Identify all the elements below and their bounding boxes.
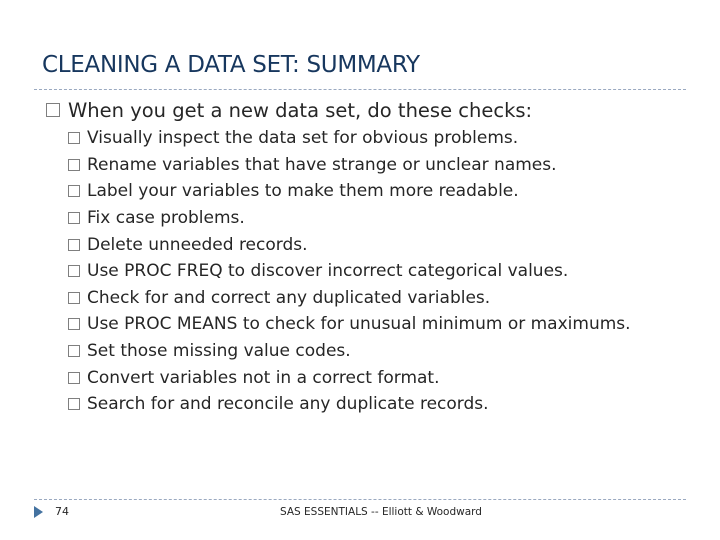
list-item [68, 364, 631, 391]
intro-text: When you get a new data set, do these checks: [68, 98, 533, 122]
square-bullet-icon [68, 212, 80, 224]
square-bullet-icon [68, 239, 80, 251]
square-bullet-icon [68, 345, 80, 357]
list-item [68, 285, 631, 312]
list-item [68, 205, 631, 232]
list-item [68, 391, 631, 418]
check-text: Visually inspect the data set for obvious problems. [87, 128, 519, 149]
check-text: Set those missing value codes. [87, 341, 351, 362]
list-item [68, 311, 631, 338]
square-bullet-icon [68, 372, 80, 384]
triangle-marker-icon [34, 506, 43, 518]
square-bullet-icon [46, 103, 60, 117]
title-divider [34, 89, 686, 90]
check-text: Rename variables that have strange or unclear names. [87, 154, 557, 175]
check-text: Fix case problems. [87, 208, 245, 229]
list-item [68, 338, 631, 365]
square-bullet-icon [68, 132, 80, 144]
check-text: Use PROC FREQ to discover incorrect categorical values. [87, 261, 569, 282]
slide-title: CLEANING A DATA SET: SUMMARY [42, 52, 420, 78]
footer-divider [34, 499, 686, 500]
checks-container [46, 125, 631, 418]
square-bullet-icon [68, 265, 80, 277]
square-bullet-icon [68, 185, 80, 197]
list-item [68, 258, 631, 285]
square-bullet-icon [68, 292, 80, 304]
list-item [68, 178, 631, 205]
list-item [68, 125, 631, 152]
check-text: Label your variables to make them more readable. [87, 181, 519, 202]
check-text: Search for and reconcile any duplicate records. [87, 394, 489, 415]
square-bullet-icon [68, 318, 80, 330]
page-number: 74 [55, 505, 69, 518]
check-text: Use PROC MEANS to check for unusual minimum or maximums. [87, 314, 631, 335]
footer-text: SAS ESSENTIALS -- Elliott & Woodward [280, 506, 482, 518]
bullet-list [46, 95, 631, 418]
square-bullet-icon [68, 159, 80, 171]
check-text: Convert variables not in a correct format. [87, 367, 440, 388]
intro-bullet [46, 95, 631, 125]
square-bullet-icon [68, 398, 80, 410]
checks-list [46, 125, 631, 418]
list-item [68, 152, 631, 179]
check-text: Delete unneeded records. [87, 234, 308, 255]
check-text: Check for and correct any duplicated variables. [87, 287, 491, 308]
list-item [68, 231, 631, 258]
